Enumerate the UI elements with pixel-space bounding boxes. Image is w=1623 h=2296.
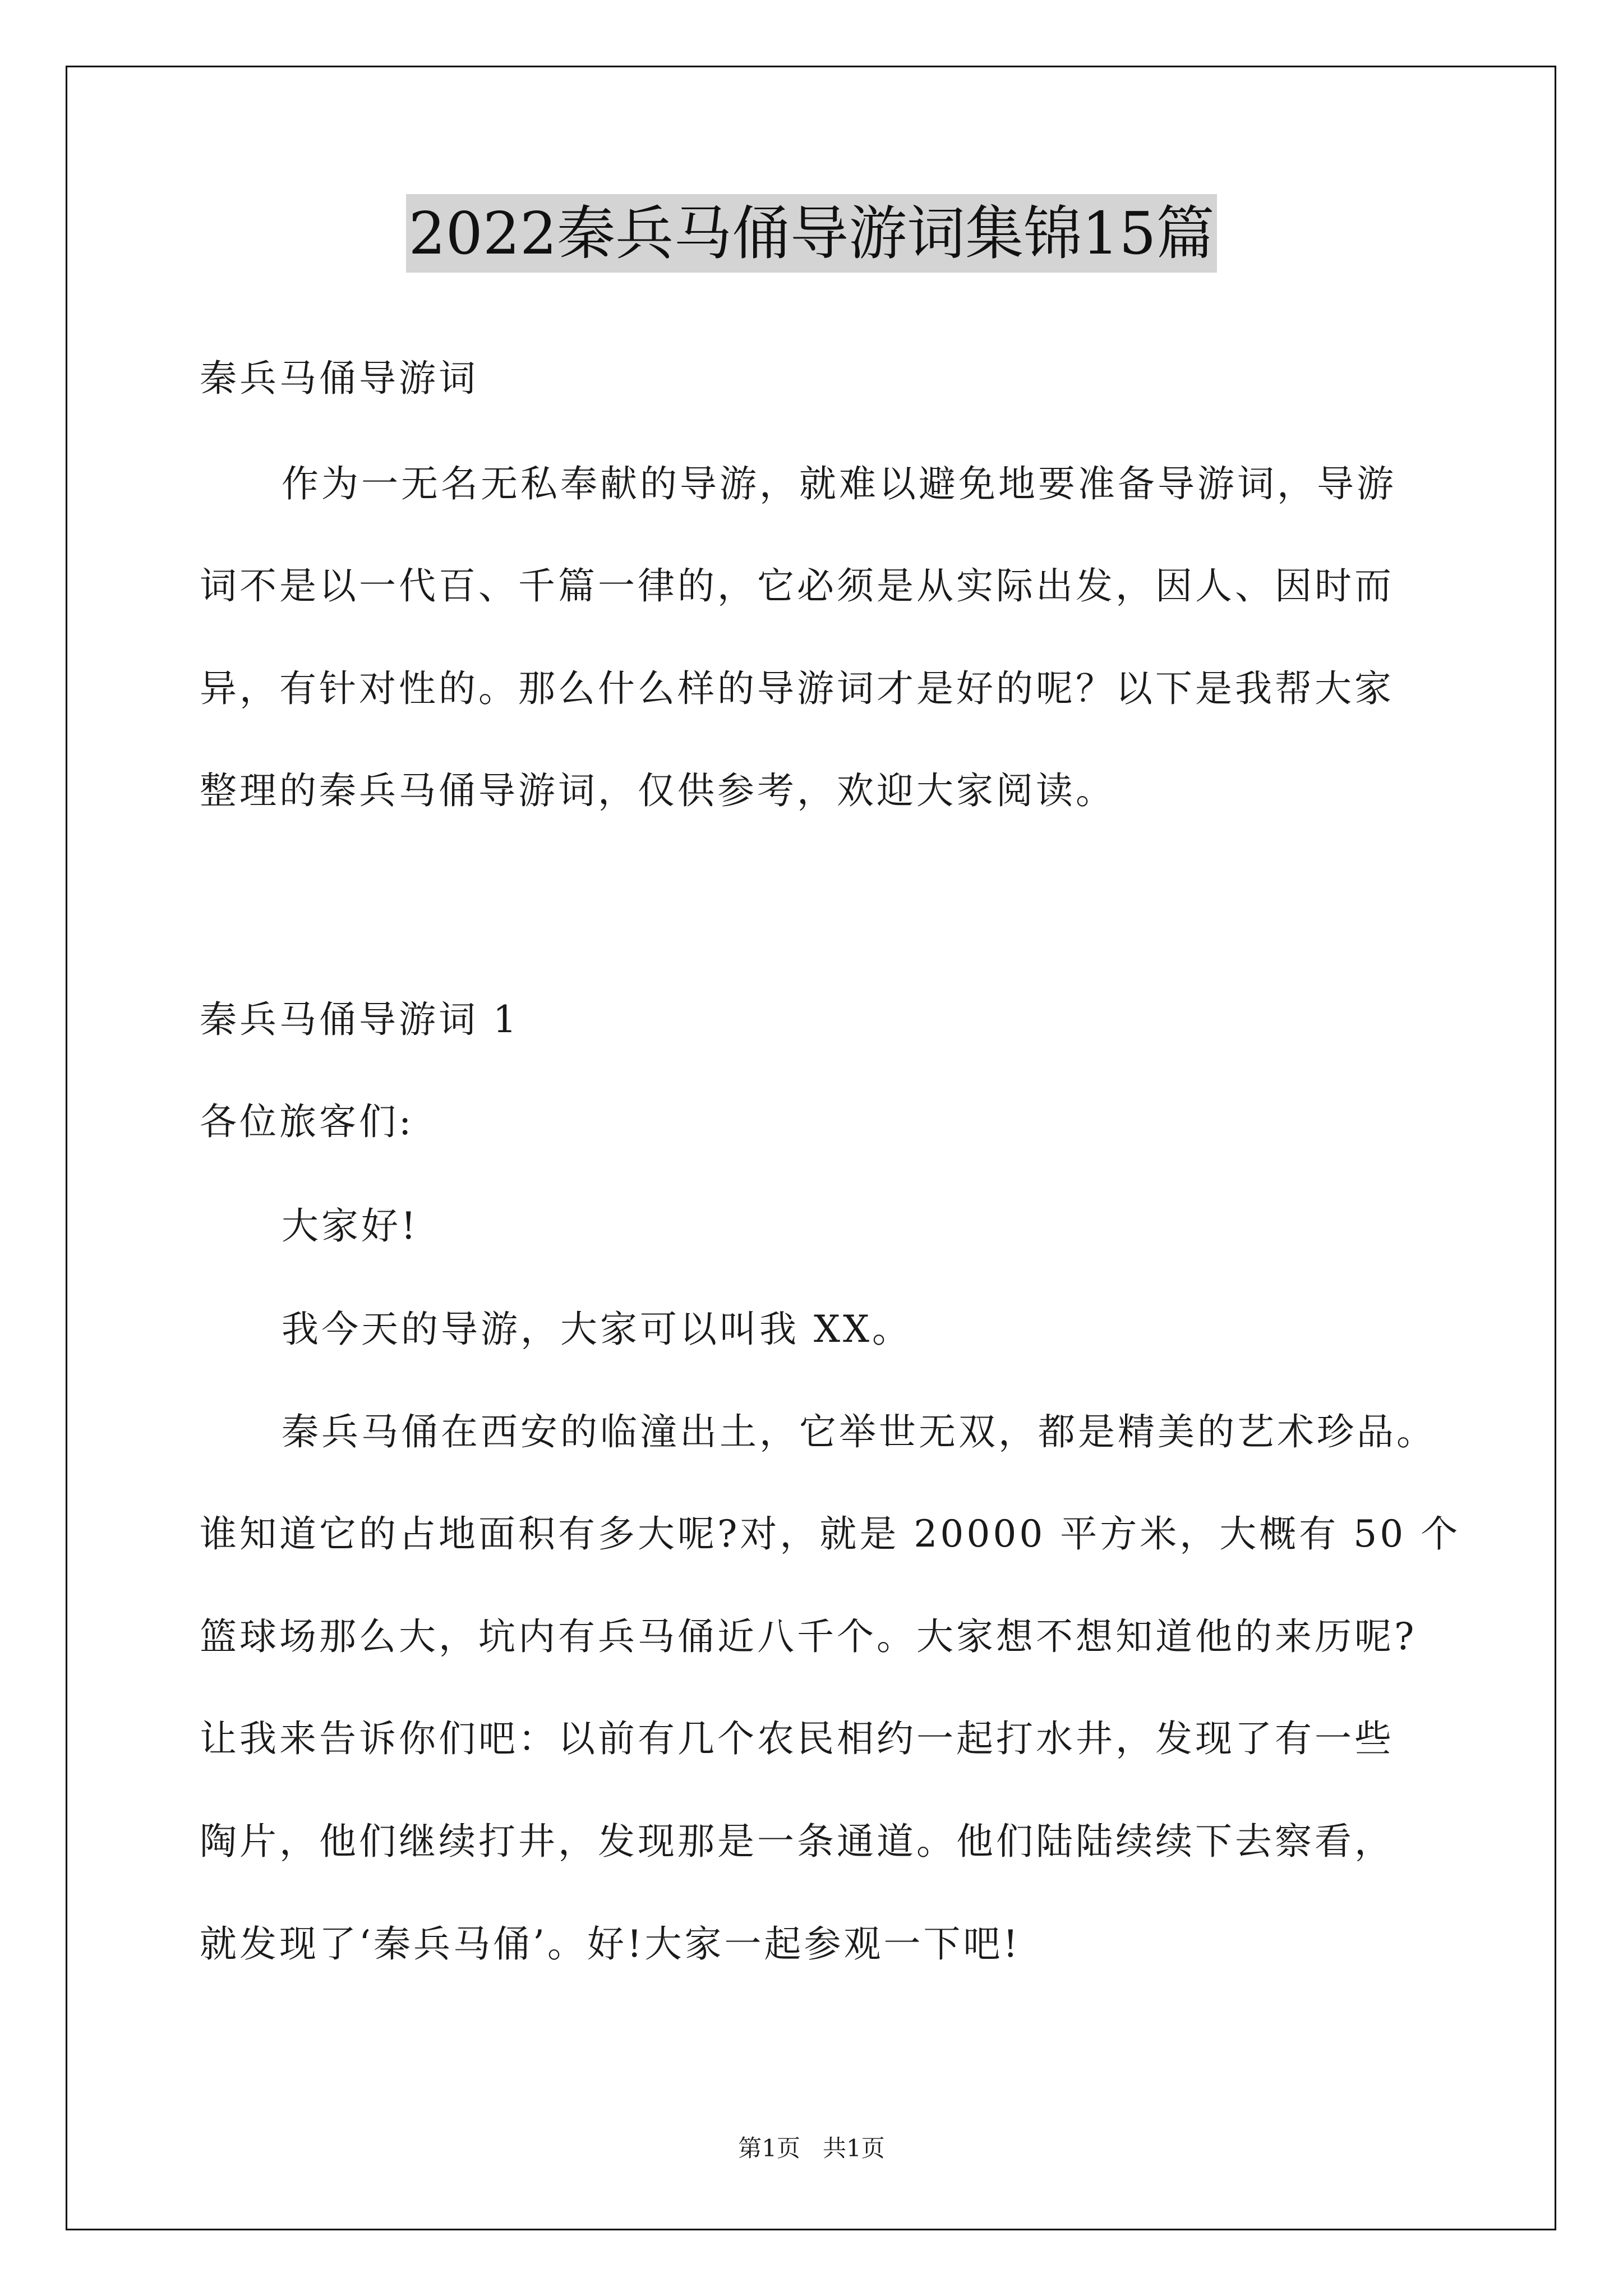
page-footer (0, 2132, 1623, 2165)
page-number: 第1页 (738, 2134, 800, 2162)
section-title: 秦兵马俑导游词 1 (200, 998, 519, 1041)
hello-line: 大家好! (282, 1204, 419, 1248)
body-line-1: 秦兵马俑在西安的临潼出土，它举世无双，都是精美的艺术珍品。 (282, 1410, 1436, 1453)
article-heading: 秦兵马俑导游词 (200, 357, 478, 400)
body-line-4: 让我来告诉你们吧：以前有几个农民相约一起打水井，发现了有一些 (200, 1717, 1394, 1760)
intro-line-1: 作为一无名无私奉献的导游，就难以避免地要准备导游词，导游 (282, 462, 1396, 505)
greeting: 各位旅客们: (200, 1100, 414, 1143)
intro-line-4: 整理的秦兵马俑导游词，仅供参考，欢迎大家阅读。 (200, 769, 1115, 812)
self-intro-line: 我今天的导游，大家可以叫我 XX。 (282, 1308, 912, 1351)
intro-line-3: 异，有针对性的。那么什么样的导游词才是好的呢？以下是我帮大家 (200, 667, 1394, 710)
title-container (0, 194, 1623, 273)
intro-line-2: 词不是以一代百、千篇一律的，它必须是从实际出发，因人、因时而 (200, 564, 1394, 608)
body-line-5: 陶片，他们继续打井，发现那是一条通道。他们陆陆续续下去察看， (200, 1820, 1394, 1863)
body-line-2: 谁知道它的占地面积有多大呢?对，就是 20000 平方米，大概有 50 个 (200, 1512, 1461, 1556)
body-line-6: 就发现了‘秦兵马俑’。好!大家一起参观一下吧! (200, 1922, 1021, 1966)
document-title: 2022秦兵马俑导游词集锦15篇 (406, 194, 1216, 273)
body-line-3: 篮球场那么大，坑内有兵马俑近八千个。大家想不想知道他的来历呢? (200, 1615, 1417, 1658)
page-total: 共1页 (823, 2134, 885, 2162)
